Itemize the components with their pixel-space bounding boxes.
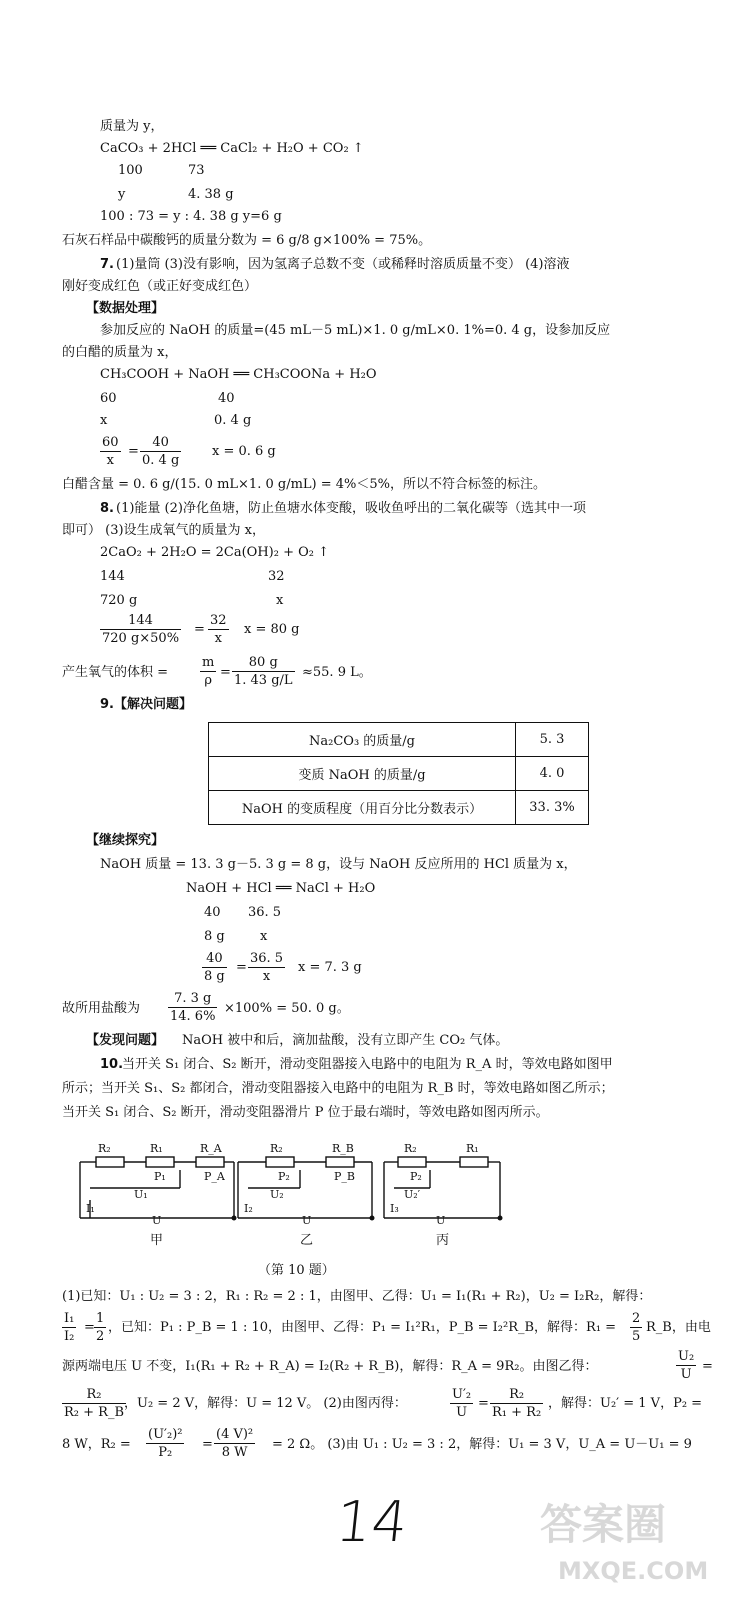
equation: CH₃COOH + NaOH ══ CH₃COONa + H₂O	[100, 367, 377, 382]
text-line: 40	[218, 391, 235, 406]
text-line: x	[100, 413, 108, 428]
fraction: $\frac{\text{I₁}}{\text{I₂}}$	[64, 1311, 75, 1344]
circuit-label: U₂	[270, 1188, 284, 1201]
text-line: 8 W，R₂ =	[62, 1437, 131, 1452]
text-line: ≈55. 9 L。	[302, 665, 372, 680]
text-line: 所示；当开关 S₁、S₂ 都闭合，滑动变阻器接入电路中的电阻为 R_B 时，等效电路如图乙所示；	[62, 1081, 614, 1096]
equals: =	[84, 1320, 95, 1335]
text-line: y	[118, 187, 126, 202]
text-line: 4. 38 g	[188, 187, 234, 202]
text-line: 144	[100, 569, 125, 584]
text-line: 8 g	[204, 929, 225, 944]
fraction: $\frac{40}{8 g}$	[204, 951, 225, 984]
text-line: 产生氧气的体积 =	[62, 665, 169, 680]
fraction: $\frac{32}{x}$	[210, 613, 227, 646]
circuit-label: U	[152, 1214, 162, 1227]
text-line: ×100% = 50. 0 g。	[224, 1001, 350, 1016]
fraction: $\frac{m}{\rho}$	[202, 655, 215, 688]
text-line: (1)能量 (2)净化鱼塘，防止鱼塘水体变酸，吸收鱼呼出的二氧化碳等（选其中一项	[116, 501, 586, 516]
table-cell: 5. 3	[516, 723, 589, 757]
text-line: x = 80 g	[244, 622, 300, 637]
circuit-b	[238, 1157, 372, 1218]
circuit-label: R_B	[332, 1142, 354, 1155]
fraction: $\frac{\text{R₂}}{\text{R₁ + R₂}}$	[492, 1387, 542, 1420]
question-number: 8.	[100, 501, 114, 516]
circuit-label: P_A	[204, 1170, 225, 1183]
fraction: $\frac{144}{720 g\times 50\%}$	[102, 613, 180, 646]
table-cell: 变质 NaOH 的质量/g	[209, 757, 516, 791]
circuit-label: U	[302, 1214, 312, 1227]
equals: =	[220, 665, 231, 680]
watermark-url: MXQE.COM	[558, 1557, 709, 1585]
equals: =	[478, 1396, 489, 1411]
text-line: NaOH 被中和后，滴加盐酸，没有立即产生 CO₂ 气体。	[182, 1033, 509, 1048]
circuit-label: R₁	[466, 1142, 479, 1155]
circuit-label: P_B	[334, 1170, 355, 1183]
text-line: = 2 Ω。 (3)由 U₁ : U₂ = 3 : 2，解得：U₁ = 3 V，U_A = U－U₁ = 9	[272, 1437, 692, 1452]
text-line: 源两端电压 U 不变，I₁(R₁ + R₂ + R_A) = I₂(R₂ + R_B)，解得：R_A = 9R₂。由图乙得：	[62, 1359, 598, 1374]
fraction: $\frac{\text{(U′₂)²}}{\text{P₂}}$	[148, 1427, 183, 1460]
circuit-label: R₁	[150, 1142, 163, 1155]
equals: =	[236, 960, 247, 975]
text-line: x = 7. 3 g	[298, 960, 362, 975]
page-number: 14	[332, 1490, 411, 1555]
text-line: x	[260, 929, 268, 944]
circuit-label: I₃	[390, 1202, 399, 1215]
text-line: 当开关 S₁ 闭合、S₂ 断开，滑动变阻器滑片 P 位于最右端时，等效电路如图丙所示。	[62, 1105, 549, 1120]
circuit-name: 乙	[300, 1233, 314, 1248]
circuit-label: P₂	[410, 1170, 422, 1183]
text-line: 720 g	[100, 593, 138, 608]
equals: =	[202, 1437, 213, 1452]
text-line: 质量为 y，	[100, 119, 164, 134]
fraction: $\frac{2}{5}$	[632, 1311, 641, 1344]
circuit-label: R₂	[404, 1142, 417, 1155]
text-line: 36. 5	[248, 905, 282, 920]
fraction: $\frac{1}{2}$	[96, 1311, 105, 1344]
fraction: $\frac{\text{U₂}}{U}$	[678, 1349, 695, 1382]
equation: 2CaO₂ + 2H₂O = 2Ca(OH)₂ + O₂ ↑	[100, 545, 329, 560]
text-line: NaOH 质量 = 13. 3 g－5. 3 g = 8 g，设与 NaOH 反应所用的 HCl 质量为 x，	[100, 857, 577, 872]
text-line: 石灰石样品中碳酸钙的质量分数为 = 6 g/8 g×100% = 75%。	[62, 233, 432, 248]
text-line: ，解得：U₂′ = 1 V，P₂ =	[548, 1396, 703, 1411]
text-line: x = 0. 6 g	[212, 444, 276, 459]
text-line: 0. 4 g	[214, 413, 252, 428]
fraction: $\frac{40}{0. 4 g}$	[142, 435, 180, 468]
circuit-name: 丙	[436, 1233, 450, 1248]
text-line: 100 : 73 = y : 4. 38 g y=6 g	[100, 209, 282, 224]
text-line: 73	[188, 163, 205, 178]
table-cell: NaOH 的变质程度（用百分比分数表示）	[209, 791, 516, 825]
circuit-label: U₂′	[404, 1188, 421, 1201]
circuit-label: P₂	[278, 1170, 290, 1183]
text-line: R_B，由电	[646, 1320, 711, 1335]
fraction: $\frac{7. 3 g}{14. 6\%}$	[170, 991, 216, 1024]
watermark-logo: 答案圈	[540, 1500, 667, 1549]
text-line: (1)量筒 (3)没有影响，因为氢离子总数不变（或稀释时溶质质量不变） (4)溶液	[116, 257, 570, 272]
section-heading: 【数据处理】	[86, 301, 165, 316]
text-line: x	[276, 593, 284, 608]
circuit-label: U₁	[134, 1188, 148, 1201]
question-number: 9.	[100, 697, 114, 712]
section-heading: 【解决问题】	[114, 697, 193, 712]
circuit-c	[384, 1157, 500, 1218]
question-number: 10.	[100, 1057, 124, 1072]
text-line: 白醋含量 = 0. 6 g/(15. 0 mL×1. 0 g/mL) = 4%＜5%，所以不符合标签的标注。	[62, 477, 547, 492]
text-line: 100	[118, 163, 143, 178]
fraction: $\frac{36. 5}{x}$	[250, 951, 284, 984]
fraction: $\frac{\text{R₂}}{\text{R₂ + R\_B}}$	[64, 1387, 124, 1420]
circuit-label: I₁	[86, 1202, 95, 1215]
figure-caption: （第 10 题）	[258, 1263, 335, 1278]
circuit-label: R₂	[98, 1142, 111, 1155]
text-line: 32	[268, 569, 285, 584]
text-line: 60	[100, 391, 117, 406]
text-line: 的白醋的质量为 x，	[62, 345, 178, 360]
circuit-label: U	[436, 1214, 446, 1227]
text-line: 即可） (3)设生成氧气的质量为 x，	[62, 523, 266, 538]
text-line: 40	[204, 905, 221, 920]
question-number: 7.	[100, 257, 114, 272]
text-line: 当开关 S₁ 闭合、S₂ 断开，滑动变阻器接入电路中的电阻为 R_A 时，等效电路如图甲	[122, 1057, 613, 1072]
circuit-name: 甲	[150, 1233, 164, 1248]
equals: =	[128, 444, 139, 459]
text-line: (1)已知：U₁ : U₂ = 3 : 2，R₁ : R₂ = 2 : 1，由图甲、乙得：U₁ = I₁(R₁ + R₂)，U₂ = I₂R₂，解得：	[62, 1289, 652, 1304]
circuit-label: P₁	[154, 1170, 166, 1183]
equation: NaOH + HCl ══ NaCl + H₂O	[186, 881, 376, 896]
equals: =	[702, 1359, 713, 1374]
circuit-label: I₂	[244, 1202, 253, 1215]
table-cell: 4. 0	[516, 757, 589, 791]
equation: CaCO₃ + 2HCl ══ CaCl₂ + H₂O + CO₂ ↑	[100, 141, 364, 156]
text-line: ，U₂ = 2 V，解得：U = 12 V。 (2)由图丙得：	[124, 1396, 407, 1411]
circuit-label: R_A	[200, 1142, 222, 1155]
equals: =	[194, 622, 205, 637]
fraction: $\frac{\text{(4 V)²}}{8 W}$	[216, 1427, 254, 1460]
fraction: $\frac{\text{U′₂}}{U}$	[452, 1387, 472, 1420]
section-heading: 【继续探究】	[86, 833, 165, 848]
section-heading: 【发现问题】	[86, 1033, 165, 1048]
text-line: 故所用盐酸为	[62, 1001, 141, 1016]
fraction: $\frac{80 g}{1. 43 g/L}$	[234, 655, 293, 688]
circuit-label: R₂	[270, 1142, 283, 1155]
table-cell: Na₂CO₃ 的质量/g	[209, 723, 516, 757]
text-line: 参加反应的 NaOH 的质量=(45 mL－5 mL)×1. 0 g/mL×0. 1%=0. 4 g，设参加反应	[100, 323, 611, 338]
text-line: ，已知：P₁ : P_B = 1 : 10，由图甲、乙得：P₁ = I₁²R₁，P_B = I₂²R_B，解得：R₁ =	[108, 1320, 617, 1335]
table-cell: 33. 3%	[516, 791, 589, 825]
fraction: $\frac{60}{x}$	[102, 435, 119, 468]
circuit-a	[80, 1157, 234, 1218]
text-line: 刚好变成红色（或正好变成红色）	[62, 279, 258, 294]
